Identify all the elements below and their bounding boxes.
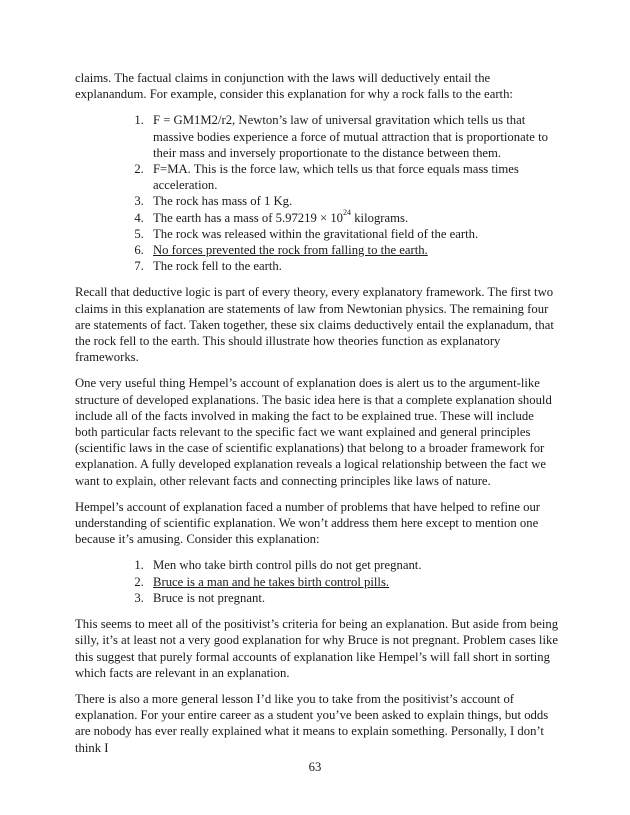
rock-explanation-list [75,112,559,274]
list-item: 5. The rock was released within the gravitational field of the earth. [147,226,559,242]
list-item: 2. F=MA. This is the force law, which tells us that force equals mass times acceleration. [147,161,559,193]
list-item: 3. The rock has mass of 1 Kg. [147,193,559,209]
list-item: 7. The rock fell to the earth. [147,258,559,274]
list-item: 3. Bruce is not pregnant. [147,590,559,606]
list-item [147,210,559,226]
list-item: 1. Men who take birth control pills do not get pregnant. [147,557,559,573]
paragraph-deductive-logic: Recall that deductive logic is part of every theory, every explanatory framework. The first two claims in this explanation are statements of law from Newtonian physics. The remaining four are statements of fact. Taken together, these six claims deductively entail the explanadum, that the rock fell to the earth. This should illustrate how theories function as explanatory frameworks. [75,285,554,365]
page-body [75,70,559,766]
list-item: 2. Bruce is a man and he takes birth control pills. [147,574,559,590]
list-item: 1. F = GM1M2/r2, Newton’s law of universal gravitation which tells us that massive bodies experience a force of mutual attraction that is proportionate to their mass and inversely proportionate to the distance between them. [147,112,559,161]
exponent: 24 [343,208,352,218]
paragraph-hempel-problems: Hempel’s account of explanation faced a number of problems that have helped to refine our understanding of scientific explanation. We won’t address them here except to mention one because it’s amusing. Consider this explanation: [75,499,541,547]
paragraph-positivist-criteria: This seems to meet all of the positivist’s criteria for being an explanation. But aside from being silly, it’s at least not a very good explanation for why Bruce is not pregnant. Problem cases like this suggest that purely formal accounts of explanation like Hempel’s will fall short in sorting which facts are relevant in an explanation. [75,617,559,680]
list-item: 6. No forces prevented the rock from falling to the earth. [147,242,559,258]
earth-mass-text: The earth has a mass of 5.97219 × 10 [153,210,344,225]
earth-mass-unit: kilograms. [351,210,409,225]
bruce-explanation-list [75,557,559,606]
page-number: 63 [308,760,322,774]
paragraph-hempel-structure: One very useful thing Hempel’s account of explanation does is alert us to the argument-like structure of developed explanations. The basic idea here is that a complete explanation should include all of the facts involved in making the fact to be explained true. These will include both particular facts relevant to the specific fact we want explained and general principles (scientific laws in the case of scientific explanations) that belong to a broader framework for explanation. A fully developed explanation reveals a logical relationship between the fact we want to explain, other relevant facts and connecting principles like laws of nature. [75,376,552,488]
paragraph-general-lesson: There is also a more general lesson I’d like you to take from the positivist’s account of explanation. For your entire career as a student you’ve been asked to explain things, but odds are nobody has ever really explained what it means to explain something. Personally, I don’t think I [75,691,549,755]
paragraph-intro: claims. The factual claims in conjunction with the laws will deductively entail the explanandum. For example, consider this explanation for why a rock falls to the earth: [75,71,513,102]
